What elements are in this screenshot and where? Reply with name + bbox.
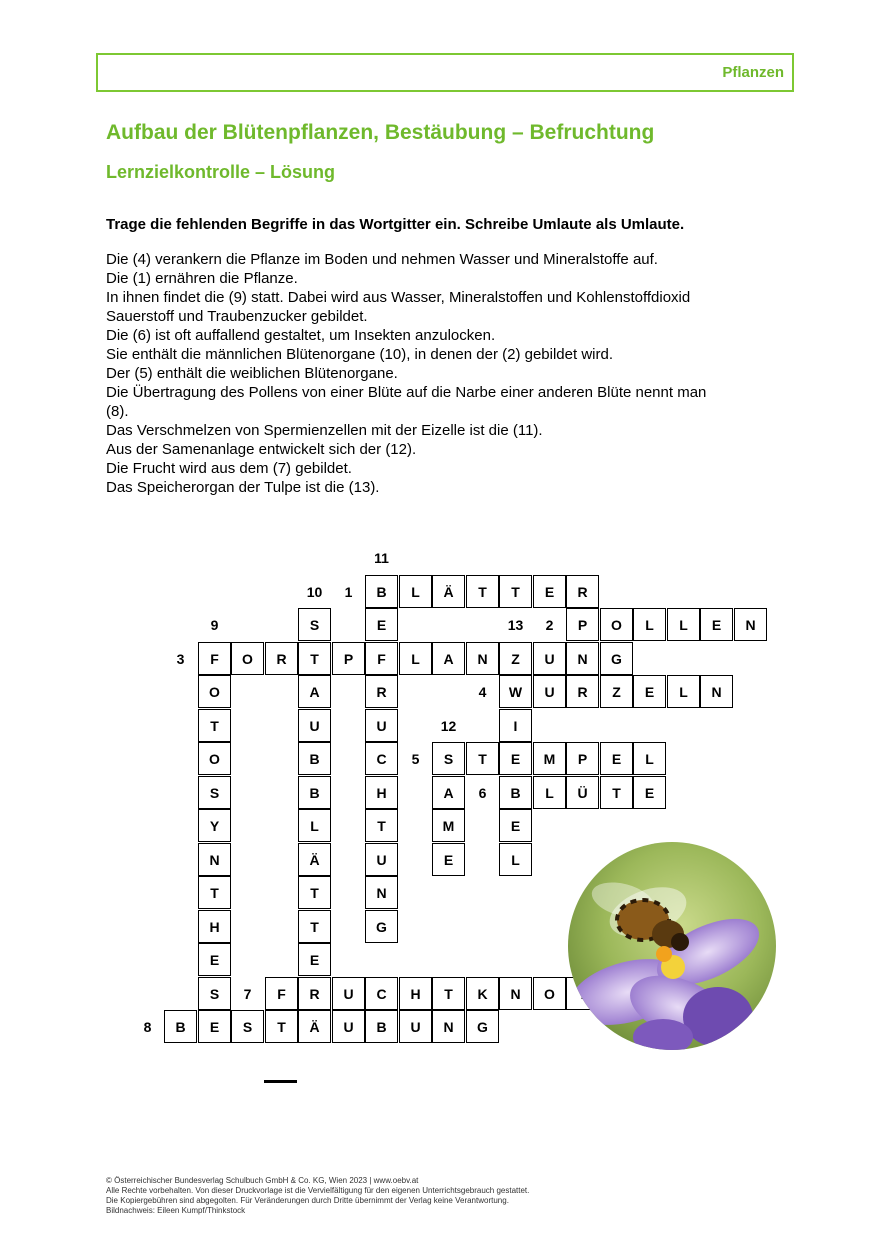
crossword-cell: Ä (432, 575, 465, 608)
crossword-cell: F (198, 642, 231, 675)
crossword-cell: I (499, 709, 532, 742)
crossword-cell: G (466, 1010, 499, 1043)
clue-sentence: Die (6) ist oft auffallend gestaltet, um Insekten anzulocken. (106, 327, 496, 344)
clue-sentence: Das Speicherorgan der Tulpe ist die (13). (106, 479, 380, 496)
crossword-cell: O (533, 977, 566, 1010)
crossword-cell: F (265, 977, 298, 1010)
crossword-cell: F (365, 642, 398, 675)
crossword-cell: S (231, 1010, 264, 1043)
crossword-cell: T (466, 742, 499, 775)
crossword-cell: E (499, 809, 532, 842)
clue-sentence: Sie enthält die männlichen Blütenorgane (10), in denen der (2) gebildet wird. (106, 346, 613, 363)
crossword-cell: Y (198, 809, 231, 842)
crossword-cell: U (298, 709, 331, 742)
crossword-cell: E (633, 776, 666, 809)
crossword-cell: U (332, 977, 365, 1010)
crossword-cell: U (365, 843, 398, 876)
clue-number-label: 7 (243, 985, 252, 1002)
crossword-cell: T (265, 1010, 298, 1043)
crossword-cell: P (566, 608, 599, 641)
crossword-cell: B (164, 1010, 197, 1043)
crossword-cell: L (667, 608, 700, 641)
crossword-cell: E (633, 675, 666, 708)
crossword-cell: B (298, 742, 331, 775)
crossword-cell: B (298, 776, 331, 809)
clue-sentence: Die (4) verankern die Pflanze im Boden und nehmen Wasser und Mineralstoffe auf. (106, 251, 658, 268)
crossword-cell: L (298, 809, 331, 842)
crossword-cell: L (667, 675, 700, 708)
crossword-cell: N (466, 642, 499, 675)
crossword-cell: L (399, 642, 432, 675)
crossword-cell: E (298, 943, 331, 976)
crossword-cell: M (432, 809, 465, 842)
crossword-cell: U (399, 1010, 432, 1043)
clue-number-label: 5 (411, 750, 420, 767)
crossword-cell: N (432, 1010, 465, 1043)
footer (106, 1176, 529, 1216)
crossword-cell: U (533, 675, 566, 708)
crossword-cell: L (533, 776, 566, 809)
crossword-cell: E (198, 1010, 231, 1043)
bee-photo-illustration (568, 842, 776, 1050)
crossword-cell: E (600, 742, 633, 775)
crossword-cell: E (365, 608, 398, 641)
crossword-cell: N (365, 876, 398, 909)
crossword-cell: N (198, 843, 231, 876)
clue-sentence: In ihnen findet die (9) statt. Dabei wird aus Wasser, Mineralstoffen und Kohlenstoffdioxid (106, 289, 691, 306)
grid-underline-mark (264, 1080, 297, 1083)
crossword-cell: E (700, 608, 733, 641)
crossword-cell: M (533, 742, 566, 775)
clue-sentence: Sauerstoff und Traubenzucker gebildet. (106, 308, 368, 325)
crossword-cell: B (365, 1010, 398, 1043)
crossword-cell: L (633, 742, 666, 775)
crossword-cell: T (198, 709, 231, 742)
crossword-cell: E (432, 843, 465, 876)
crossword-cell: S (198, 776, 231, 809)
crossword-cell: T (466, 575, 499, 608)
crossword-cell: R (566, 675, 599, 708)
crossword-cell: N (734, 608, 767, 641)
footer-line: © Österreichischer Bundesverlag Schulbuch GmbH & Co. KG, Wien 2023 | www.oebv.at (106, 1176, 419, 1185)
crossword-cell: P (332, 642, 365, 675)
crossword-cell: Ä (298, 1010, 331, 1043)
crossword-cell: Z (600, 675, 633, 708)
clue-sentence: (8). (106, 403, 129, 420)
crossword-cell: B (499, 776, 532, 809)
crossword-cell: L (399, 575, 432, 608)
crossword-cell: K (466, 977, 499, 1010)
crossword-cell: Z (499, 642, 532, 675)
crossword-cell: L (633, 608, 666, 641)
crossword-cell: H (365, 776, 398, 809)
footer-line: Die Kopiergebühren sind abgegolten. Für Veränderungen durch Dritte übernimmt der Verlag keine Verantwortung. (106, 1196, 509, 1205)
crossword-cell: O (600, 608, 633, 641)
crossword-cell: T (499, 575, 532, 608)
crossword-cell: T (432, 977, 465, 1010)
page-subtitle: Lernzielkontrolle – Lösung (106, 162, 336, 182)
crossword-cell: N (700, 675, 733, 708)
crossword-cell: L (499, 843, 532, 876)
crossword-cell: A (298, 675, 331, 708)
bee-on-flower-photo (568, 842, 776, 1050)
crossword-cell: R (298, 977, 331, 1010)
clue-number-label: 3 (176, 650, 185, 667)
clue-text-block (106, 250, 796, 497)
crossword-cell: N (499, 977, 532, 1010)
crossword-cell: T (198, 876, 231, 909)
crossword-cell: Ä (298, 843, 331, 876)
crossword-cell: U (533, 642, 566, 675)
clue-sentence: Die Frucht wird aus dem (7) gebildet. (106, 460, 352, 477)
clue-number-label: 12 (440, 717, 457, 734)
clue-number-label: 11 (374, 549, 389, 566)
crossword-cell: T (365, 809, 398, 842)
crossword-cell: R (566, 575, 599, 608)
clue-sentence: Die (1) ernähren die Pflanze. (106, 270, 298, 287)
crossword-cell: U (365, 709, 398, 742)
clue-number-label: 6 (478, 784, 487, 801)
section-label: Pflanzen (722, 64, 784, 81)
crossword-cell: H (198, 910, 231, 943)
clue-sentence: Das Verschmelzen von Spermienzellen mit der Eizelle ist die (11). (106, 422, 543, 439)
footer-line: Bildnachweis: Eileen Kumpf/Thinkstock (106, 1206, 246, 1215)
crossword-cell: G (600, 642, 633, 675)
crossword-cell: T (298, 910, 331, 943)
crossword-cell: T (298, 642, 331, 675)
clue-number-label: 8 (143, 1018, 152, 1035)
clue-number-label: 9 (210, 616, 219, 633)
clue-sentence: Die Übertragung des Pollens von einer Blüte auf die Narbe einer anderen Blüte nennt man (106, 384, 707, 401)
crossword-cell: R (365, 675, 398, 708)
crossword-cell: W (499, 675, 532, 708)
crossword-cell: O (198, 742, 231, 775)
page-title: Aufbau der Blütenpflanzen, Bestäubung – Befruchtung (106, 121, 655, 144)
clue-number-label: 1 (344, 583, 353, 600)
crossword-cell: S (298, 608, 331, 641)
crossword-cell: R (265, 642, 298, 675)
clue-number-label: 10 (306, 583, 323, 600)
instruction-text: Trage die fehlenden Begriffe in das Wortgitter ein. Schreibe Umlaute als Umlaute. (106, 216, 685, 233)
clue-number-label: 2 (545, 616, 554, 633)
clue-sentence: Der (5) enthält die weiblichen Blütenorgane. (106, 365, 398, 382)
crossword-cell: E (533, 575, 566, 608)
crossword-cell: S (198, 977, 231, 1010)
crossword-cell: C (365, 742, 398, 775)
crossword-cell: S (432, 742, 465, 775)
crossword-cell: O (231, 642, 264, 675)
footer-line: Alle Rechte vorbehalten. Von dieser Druckvorlage ist die Vervielfältigung für den eigenen Unterrichtsgebrauch gestattet. (106, 1186, 530, 1195)
clue-sentence: Aus der Samenanlage entwickelt sich der (12). (106, 441, 417, 458)
crossword-cell: C (365, 977, 398, 1010)
crossword-cell: A (432, 776, 465, 809)
crossword-cell: Ü (566, 776, 599, 809)
crossword-cell: E (198, 943, 231, 976)
clue-number-label: 13 (507, 616, 524, 633)
crossword-cell: O (198, 675, 231, 708)
crossword-cell: B (365, 575, 398, 608)
header-frame (96, 53, 794, 92)
clue-number-label: 4 (478, 683, 487, 700)
crossword-cell: N (566, 642, 599, 675)
crossword-cell: A (432, 642, 465, 675)
crossword-cell: T (600, 776, 633, 809)
crossword-cell: H (399, 977, 432, 1010)
crossword-cell: E (499, 742, 532, 775)
crossword-cell: U (332, 1010, 365, 1043)
crossword-cell: T (298, 876, 331, 909)
crossword-cell: G (365, 910, 398, 943)
crossword-cell: P (566, 742, 599, 775)
